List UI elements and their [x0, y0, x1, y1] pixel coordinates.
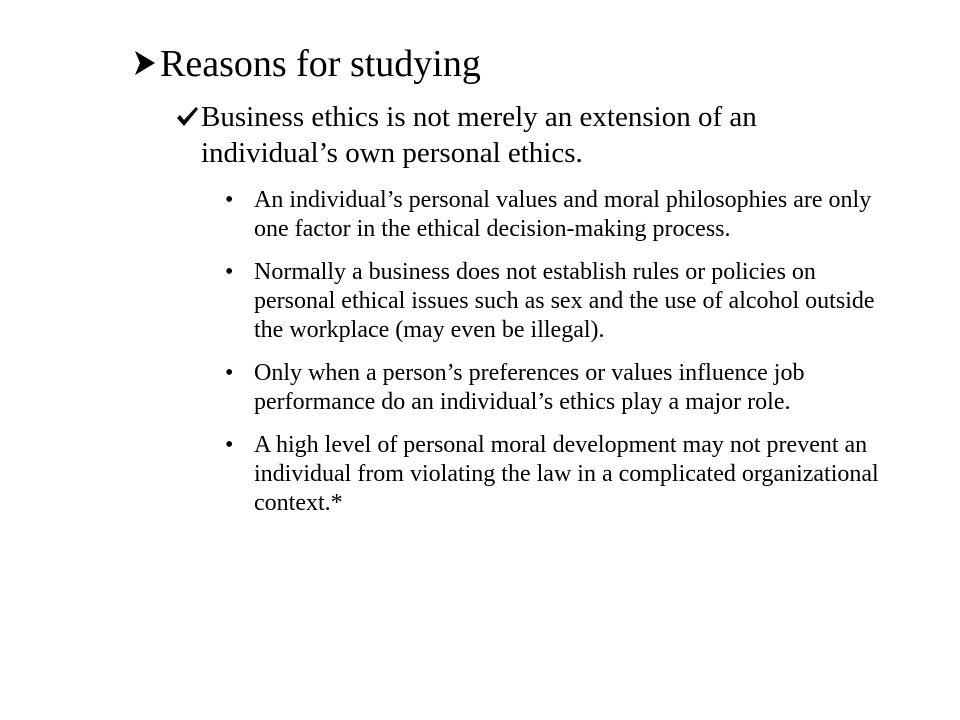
- bullet-item: [225, 186, 890, 244]
- bullet-text: An individual’s personal values and moral philosophies are only one factor in the ethical decision-making process.: [254, 187, 872, 242]
- bullet-text: A high level of personal moral development may not prevent an individual from violating the law in a complicated organizational context.*: [254, 432, 879, 516]
- slide-heading: [133, 42, 481, 86]
- bullet-item: [225, 431, 890, 518]
- subpoint: [175, 99, 875, 171]
- arrow-bullet-icon: [133, 48, 157, 78]
- bullet-dot: •: [225, 432, 234, 458]
- bullet-dot: •: [225, 360, 234, 386]
- bullet-list: [225, 186, 890, 532]
- bullet-text: Normally a business does not establish rules or policies on personal ethical issues such as sex and the use of alcohol outside the workplace (may even be illegal).: [254, 259, 875, 343]
- bullet-text: Only when a person’s preferences or values influence job performance do an individual’s ethics play a major role.: [254, 360, 805, 415]
- bullet-dot: •: [225, 259, 234, 285]
- bullet-item: [225, 359, 890, 417]
- bullet-item: [225, 258, 890, 345]
- subpoint-text: Business ethics is not merely an extension of an individual’s own personal ethics.: [201, 101, 757, 169]
- slide-heading-text: Reasons for studying: [160, 43, 481, 85]
- check-icon: [175, 105, 199, 129]
- bullet-dot: •: [225, 187, 234, 213]
